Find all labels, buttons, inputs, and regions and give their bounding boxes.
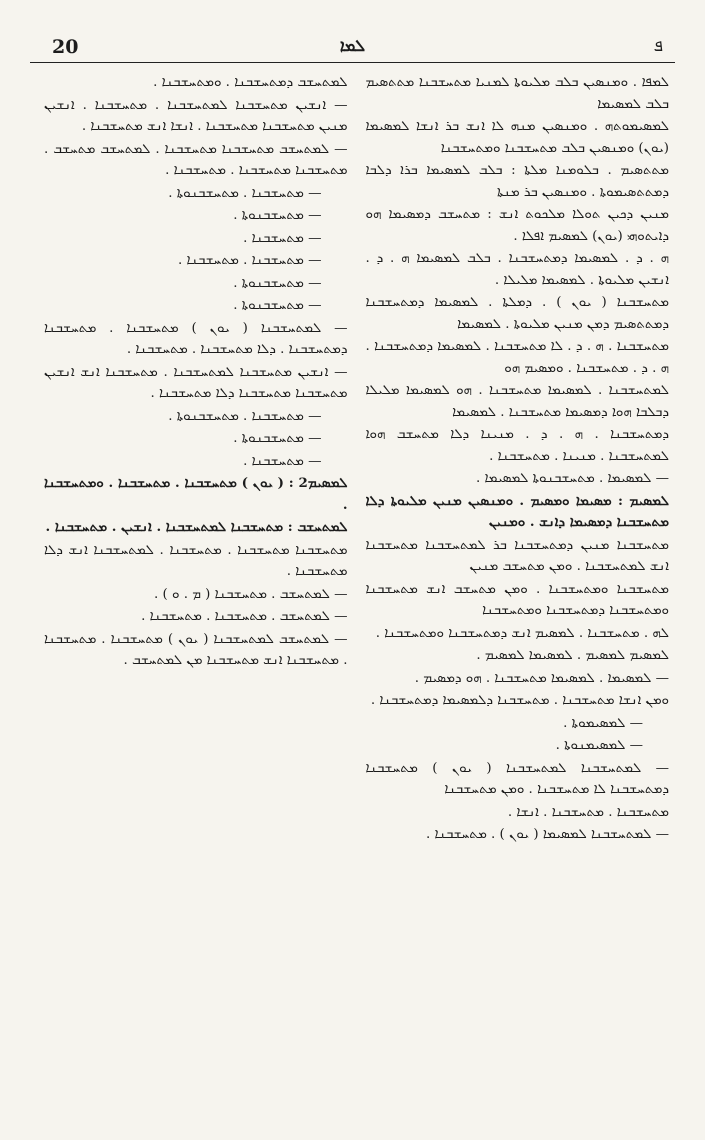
left-column bbox=[44, 72, 348, 1070]
dictionary-entry-line: ܠܡܬܚܫܒܢܐ . ܠܡܣܝܡܐ ܡܬܚܫܒܢܐ . ܗܘ ܠܡܣܝܡܐ ܡܠܝܠܐ ܕܒܠܒܐ ܗܘܐ ܕܡܣܝܡܐ ܡܬܚܫܒܢܐ . ܠܡܣܝܡܐ bbox=[365, 383, 669, 420]
page-number: 20 bbox=[52, 36, 79, 58]
dictionary-entry-line: ܠܡܦܐ . ܘܡܢܣܝܢ ܒܠܒ ܡܠܝܘܬܐ ܠܡܢܝܐ ܡܬܚܫܒܢܐ ܡܬܬܣܝܡ ܒܠܒ ܠܡܣܝܡܐ bbox=[365, 75, 669, 112]
dictionary-entry-line: — ܠܡܣܝܡܐ . ܠܡܣܝܡܐ ܡܬܚܫܒܢܐ . ܗܘ ܕܡܣܝܡ . bbox=[414, 670, 669, 686]
dictionary-entry-line: — ܠܡܣܝܡܐ . ܡܬܚܫܒܢܘܬܐ ܠܡܣܝܡܐ . bbox=[476, 471, 669, 486]
dictionary-entry-line: ܡܬܚܫܒܢܐ ܘܡܬܚܫܒܢܐ . ܘܡܢ ܡܬܚܫܒ ܐܢܫ ܡܬܚܫܒܢܐ ܘܡܬܚܫܒܢܐ ܕܡܬܚܫܒܢܐ ܘܡܬܚܫܒܢܐ bbox=[365, 581, 669, 618]
running-title: ܠܡܐ bbox=[339, 36, 366, 55]
dictionary-entry-line: — ܐܢܫܝܢ ܡܬܚܫܒܢܐ ܠܡܬܚܫܒܢܐ . ܡܬܚܫܒܢܐ . ܐܢܫܝܢ ܡܢܝܢ ܡܬܚܫܒܢܐ ܡܬܚܫܒܢܐ . ܐܢܫܐ ܐܢܫ ܡܬܚܫܒܢܐ . bbox=[44, 97, 348, 134]
dictionary-entry-line: — ܡܬܚܫܒܢܐ . bbox=[243, 230, 322, 246]
dictionary-entry-line: — ܠܡܣܝܡܢܘܬܐ . bbox=[555, 738, 643, 753]
dictionary-entry-line: — ܡܬܚܫܒܢܐ . bbox=[243, 453, 322, 469]
dictionary-entry-line: — ܠܡܬܚܫܒ ܡܬܚܫܒܢܐ ܡܬܚܫܒܢܐ . ܠܡܬܚܫܒ ܡܬܚܫܒ . ܡܬܚܫܒܢܐ ܡܬܚܫܒܢܐ . ܡܬܚܫܒܢܐ . bbox=[44, 141, 348, 178]
page-header bbox=[30, 30, 675, 63]
dictionary-entry-line: — ܐܢܫܝܢ ܡܬܚܫܒܢܐ ܠܡܬܚܫܒܢܐ . ܡܬܚܫܒܢܐ ܐܢܫ ܐܢܫܝܢ ܡܬܚܫܒܢܐ ܡܬܚܫܒܢܐ ܕܠܐ ܡܬܚܫܒܢܐ . bbox=[44, 364, 348, 401]
dictionary-entry-line: — ܡܬܚܫܒܢܘܬܐ . bbox=[233, 431, 322, 446]
dictionary-entry-line: — ܡܬܚܫܒܢܘܬܐ . bbox=[233, 298, 322, 313]
dictionary-entry-line: — ܠܡܬܚܫܒ . ܡܬܚܫܒܢܐ ( ܡ . ܘ ) . bbox=[153, 586, 348, 602]
dictionary-entry-headword-line: ܠܡܣܝܡ : ܡܣܝܡܐ ܘܡܣܝܡ . ܘܡܢܣܝܢ ܡܢܝܢ ܡܠܝܘܬܐ ܕܠܐ ܡܬܚܫܒܢܐ ܕܡܣܝܡܐ ܕܐܢܫ . ܘܡܢܝܢ bbox=[365, 492, 669, 530]
dictionary-entry-line: — ܠܡܬܚܫܒܢܐ ܠܡܣܝܡܐ ( ܝܘܢ ) . ܡܬܚܫܒܢܐ . bbox=[426, 827, 669, 842]
dictionary-entry-line: ܠܡܬܚܫܒ ܕܡܬܚܫܒܢܐ . ܘܡܬܚܫܒܢܐ . bbox=[153, 75, 348, 90]
dictionary-entry-line: ܗ . ܕ . ܠܡܣܝܡܐ ܕܡܬܚܫܒܢܐ . ܒܠܒ ܠܡܣܝܡܐ ܗ . ܕ . ܐܢܫܝܢ ܡܠܝܘܬܐ . ܠܡܣܝܡܐ ܡܠܝܠܐ . bbox=[365, 251, 669, 288]
dictionary-entry-line: — ܡܬܚܫܒܢܘܬܐ . bbox=[233, 275, 322, 291]
dictionary-entry-line: — ܠܡܬܚܫܒܢܐ ܠܡܬܚܫܒܢܐ ( ܝܘܢ ) ܡܬܚܫܒܢܐ ܕܡܬܚܫܒܢܐ ܠܐ ܡܬܚܫܒܢܐ . ܘܡܢ ܡܬܚܫܒܢܐ bbox=[365, 760, 669, 797]
dictionary-entry-line: — ܡܬܚܫܒܢܘܬܐ . bbox=[233, 208, 322, 223]
dictionary-entry-line: ܘܡܢ ܐܢܫܐ ܡܬܚܫܒܢܐ . ܡܬܚܫܒܢܐ ܕܠܡܣܝܡܐ ܕܡܬܚܫܒܢܐ . bbox=[370, 693, 669, 708]
dictionary-entry-line: ܡܬܚܫܒܢܐ . ܗ . ܕ . ܠܐ ܡܬܚܫܒܢܐ . ܠܡܣܝܡܐ ܕܡܬܚܫܒܢܐ . ܗ . ܕ . ܡܬܚܫܒܢܐ . ܘܡܣܝܡ ܗܘ bbox=[365, 339, 669, 376]
signature-mark: ܦ bbox=[653, 36, 663, 56]
dictionary-entry-line: ܠܡܣܝܡܘܬܗ . ܘܡܢܣܝܢ ܡܢܗ ܠܐ ܐܢܫ ܒܪ ܐܢܫܐ ܠܡܣܝܡܐ (ܝܘܢ) ܘܡܢܣܝܢ ܒܠܒ ܡܬܚܫܒܢܐ ܘܡܬܚܫܒܢܐ bbox=[365, 119, 669, 156]
dictionary-entry-line: ܡܬܚܫܒܢܐ ܡܬܚܫܒܢܐ . ܡܬܚܫܒܢܐ . ܠܡܬܚܫܒܢܐ ܐܢܫ ܕܠܐ ܡܬܚܫܒܢܐ . bbox=[44, 542, 348, 579]
dictionary-entry-line: ܡܬܚܫܒܢܐ ܡܢܝܢ ܕܡܬܚܫܒܢܐ ܒܪ ܠܡܬܚܫܒܢܐ ܡܬܚܫܒܢܐ ܐܢܫ ܠܡܬܚܫܒܢܐ . ܘܡܢ ܡܬܚܫܒ ܡܢܝܢ bbox=[365, 537, 669, 574]
dictionary-entry-headword-line: ܠܡܬܚܫܒ : ܡܬܚܫܒܢܐ ܠܡܬܚܫܒܢܐ . ܐܢܫܝܢ . ܡܬܚܫܒܢܐ . bbox=[45, 519, 348, 535]
dictionary-entry-line: — ܡܬܚܫܒܢܐ . ܡܬܚܫܒܢܘܬܐ . bbox=[168, 185, 322, 201]
dictionary-entry-line: — ܠܡܬܚܫܒܢܐ ( ܝܘܢ ) ܡܬܚܫܒܢܐ . ܡܬܚܫܒܢܐ ܕܡܬܚܫܒܢܐ . ܕܠܐ ܡܬܚܫܒܢܐ . ܡܬܚܫܒܢܐ . bbox=[44, 320, 348, 357]
dictionary-entry-line: ܡܢܝܢ ܕܟܝܢ ܬܘܠܐ ܡܠܟܘܬ ܐܢܫ : ܡܬܚܫܒ ܕܡܣܝܡܐ ܗܘ ܕܐܝܬܘܗܝ (ܝܘܢ) ܠܡܣܝܡ ܐܦܠܐ . bbox=[365, 207, 669, 244]
dictionary-entry-line: — ܠܡܣܝܡܘܬܐ . bbox=[563, 715, 643, 731]
dictionary-entry-line: ܠܗ . ܡܬܚܫܒܢܐ . ܠܡܣܝܡ ܐܢܫ ܕܡܬܚܫܒܢܐ ܘܡܬܚܫܒܢܐ . bbox=[375, 625, 669, 641]
right-column bbox=[366, 72, 670, 1070]
dictionary-entry-line: — ܡܬܚܫܒܢܐ . ܡܬܚܫܒܢܘܬܐ . bbox=[168, 408, 322, 424]
dictionary-entry-line: ܡܬܚܫܒܢܐ . ܡܬܚܫܒܢܐ . ܐܢܫܐ . bbox=[507, 804, 669, 820]
dictionary-entry-line: ܡܬܚܫܒܢܐ ( ܝܘܢ ) . ܕܡܠܬܐ . ܠܡܣܝܡܐ ܕܡܬܚܫܒܢܐ ܕܡܬܬܣܝܡ ܕܡܢ ܡܢܝܢ ܡܠܝܘܬܐ . ܠܡܣܝܡܐ bbox=[365, 295, 669, 332]
dictionary-entry-line: — ܡܬܚܫܒܢܐ . ܡܬܚܫܒܢܐ . bbox=[178, 253, 322, 268]
dictionary-entry-line: ܕܡܬܚܫܒܢܐ . ܗ . ܕ . ܡܢܝܢܐ ܕܠܐ ܡܬܚܫܒ ܗܘܐ ܠܡܬܚܫܒܢܐ . ܡܢܝܢܐ . ܡܬܚܫܒܢܐ . bbox=[365, 427, 669, 464]
two-column-body bbox=[44, 72, 669, 1070]
dictionary-entry-line: — ܠܡܬܚܫܒ ܠܡܬܚܫܒܢܐ ( ܝܘܢ ) ܡܬܚܫܒܢܐ . ܡܬܚܫܒܢܐ . ܡܬܚܫܒܢܐ ܐܢܫ ܡܬܚܫܒܢܐ ܡܢ ܠܡܬܚܫܒ . bbox=[44, 631, 348, 668]
dictionary-entry-line: ܠܡܣܝܡ ܠܡܣܝܡ . ܠܡܣܝܡܐ ܠܡܣܝܡ . bbox=[476, 648, 669, 663]
dictionary-entry-headword-line: ܠܡܣܝܡ2 : ( ܝܘܢ ) ܡܬܚܫܒܢܐ . ܡܬܚܫܒܢܐ . ܘܡܬܚܫܒܢܐ . bbox=[44, 475, 348, 513]
dictionary-entry-line: ܡܬܬܣܝܡ . ܒܠܘܡܢܐ ܡܠܬܐ : ܒܠܒ ܠܡܣܝܡܐ ܒܪܐ ܕܠܒܐ ܕܡܬܬܣܝܡܘܬܐ . ܘܡܢܣܝܢ ܒܪ ܡܢܬܐ bbox=[365, 163, 669, 200]
dictionary-entry-line: — ܠܡܬܚܫܒ . ܡܬܚܫܒܢܐ . ܡܬܚܫܒܢܐ . bbox=[141, 609, 348, 624]
